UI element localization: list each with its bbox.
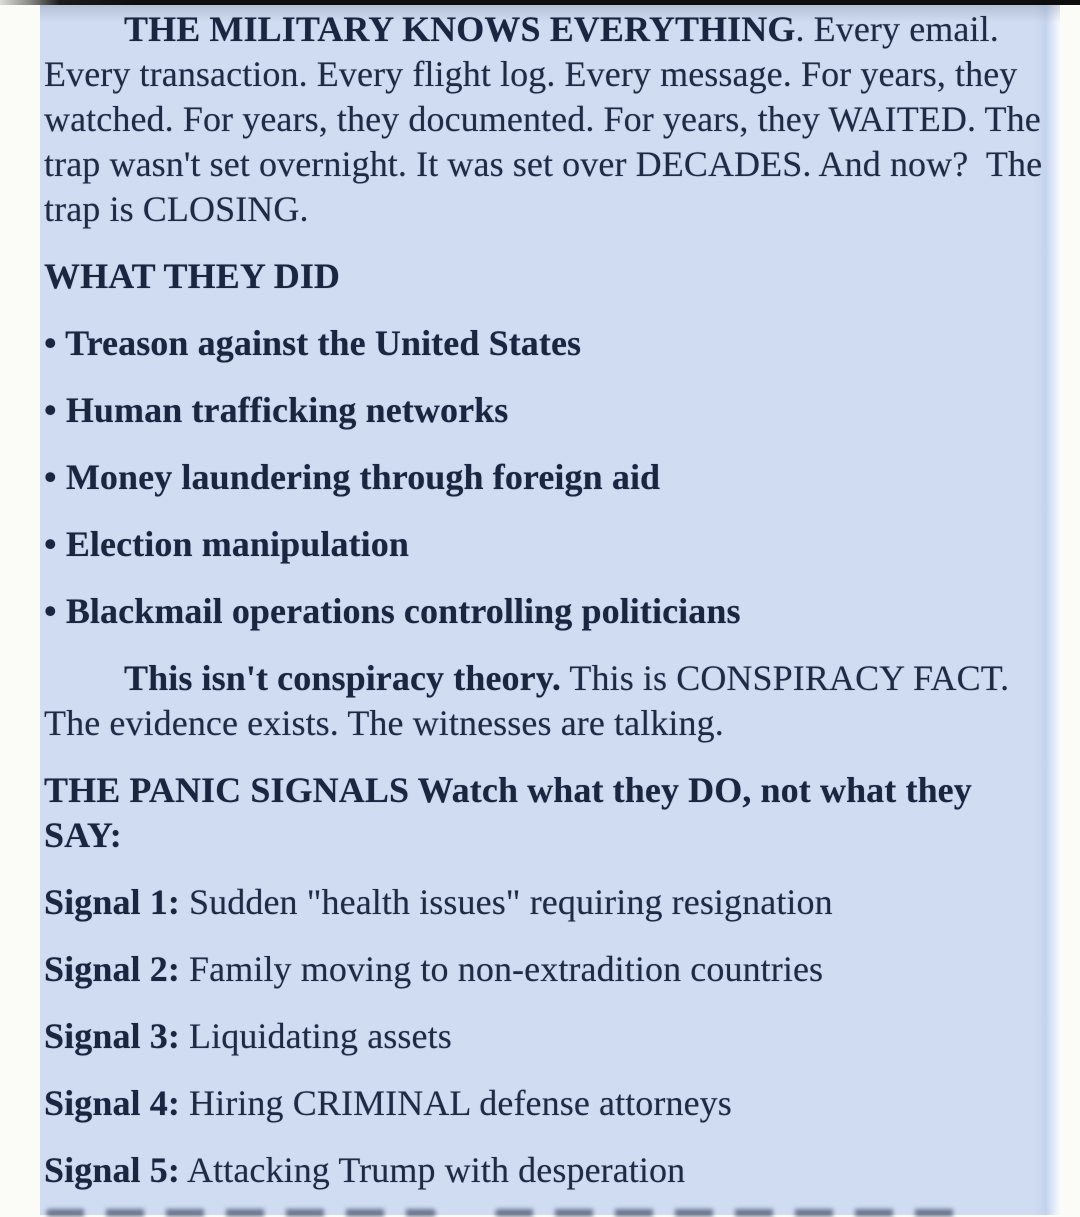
money-laundering-bullet <box>44 455 1048 500</box>
blackmail-bullet <box>44 589 1048 634</box>
bold-text-segment: Election <box>65 524 193 564</box>
bold-text-segment: Money laundering <box>65 457 351 497</box>
bold-text-segment: Signal 4: <box>44 1083 180 1123</box>
panic-signals-heading <box>44 768 1048 858</box>
bullet-icon: • <box>44 524 66 564</box>
text-segment: through foreign aid <box>350 457 661 497</box>
text-segment: Family moving to non-extradition countries <box>179 949 824 989</box>
text-segment: Liquidating assets <box>179 1016 452 1056</box>
signal-2-item <box>44 947 1048 992</box>
bold-text-segment: Treason <box>65 323 189 363</box>
top-screen-edge-bar <box>0 0 1080 5</box>
text-segment: networks <box>356 390 509 430</box>
bold-text-segment: Blackmail operations <box>65 591 395 631</box>
post-sheet <box>40 5 1060 1215</box>
signal-1-item <box>44 880 1048 925</box>
text-segment: This is CONSPIRACY FACT. The evidence exists. The witnesses are talking. <box>44 658 1018 743</box>
bullet-icon: • <box>44 390 66 430</box>
bold-text-segment: This isn't conspiracy theory. <box>124 658 561 698</box>
text-segment: . Every email. Every transaction. Every flight log. Every message. For years, they watched. For years, they documented. For years, they WAITED. The trap wasn't set overnight. It was set over DECADES. And now? The trap is CLOSING. <box>44 9 1052 229</box>
treason-bullet <box>44 321 1048 366</box>
what-they-did-heading <box>44 254 1048 299</box>
bullet-icon: • <box>44 457 66 497</box>
text-segment: Hiring CRIMINAL defense attorneys <box>179 1083 732 1123</box>
bold-text-segment: Signal 5: <box>44 1150 180 1190</box>
text-segment: Attacking Trump with desperation <box>179 1150 686 1190</box>
conspiracy-fact-paragraph <box>44 656 1048 746</box>
cutoff-next-line-text <box>495 1209 975 1217</box>
text-segment: manipulation <box>192 524 409 564</box>
bullet-icon: • <box>44 323 66 363</box>
text-segment: against the United States <box>188 323 582 363</box>
bold-text-segment: WHAT THEY DID <box>44 256 341 296</box>
intro-paragraph <box>44 7 1052 232</box>
bold-text-segment: Signal 3: <box>44 1016 180 1056</box>
signal-4-item <box>44 1081 1048 1126</box>
bullet-icon: • <box>44 591 66 631</box>
signal-3-item <box>44 1014 1048 1059</box>
text-segment: controlling politicians <box>394 591 741 631</box>
bold-text-segment: Human trafficking <box>65 390 357 430</box>
cutoff-next-line-text <box>46 1209 436 1217</box>
bold-text-segment: THE MILITARY KNOWS EVERYTHING <box>124 9 796 49</box>
bold-text-segment: Signal 2: <box>44 949 180 989</box>
text-segment: Sudden "health issues" requiring resignation <box>179 882 833 922</box>
election-bullet <box>44 522 1048 567</box>
human-trafficking-bullet <box>44 388 1048 433</box>
bold-text-segment: THE PANIC SIGNALS Watch what they DO, not what they SAY: <box>44 770 981 855</box>
bold-text-segment: Signal 1: <box>44 882 180 922</box>
signal-5-item <box>44 1148 1048 1193</box>
document-body <box>40 5 1060 1215</box>
